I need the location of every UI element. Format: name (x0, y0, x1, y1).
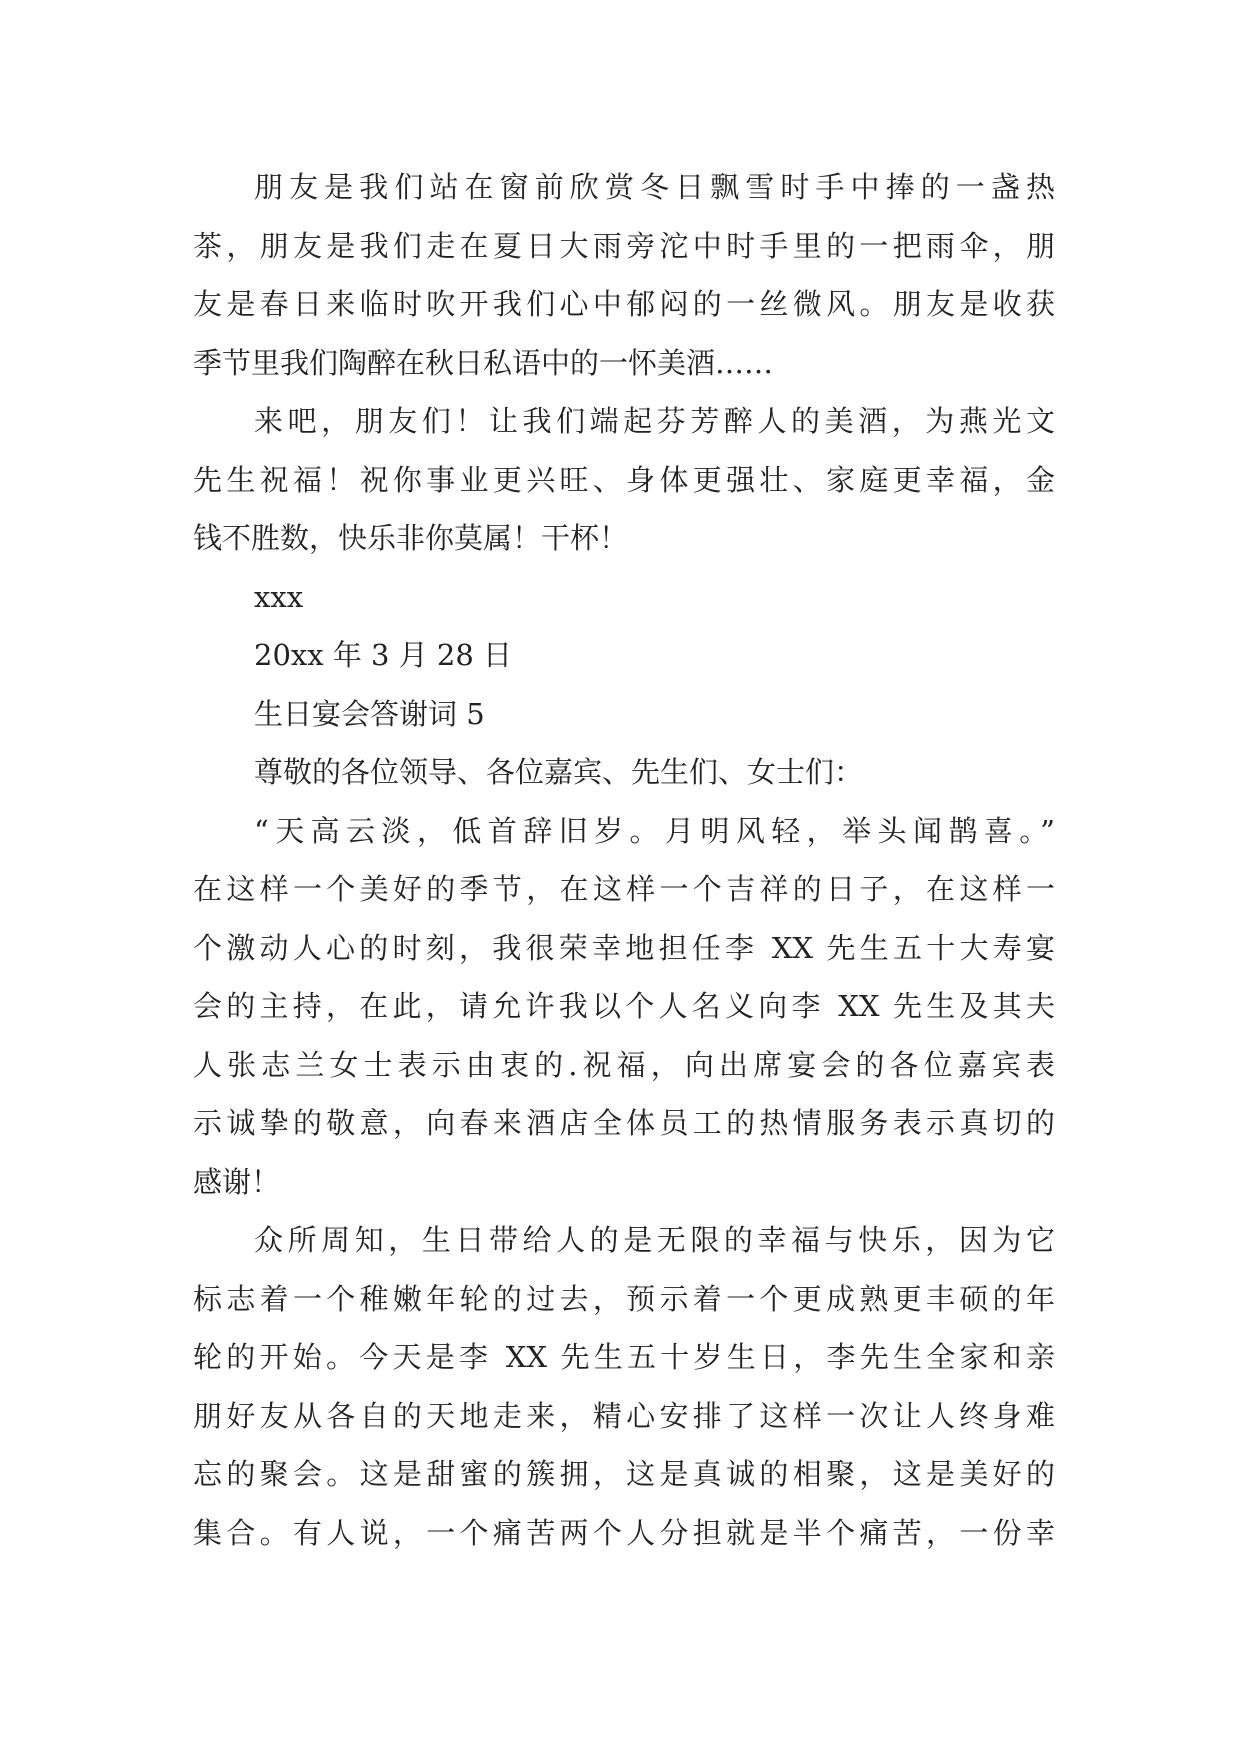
paragraph-line: 在这样一个美好的季节，在这样一个吉祥的日子，在这样一 (193, 872, 1055, 906)
salutation: 尊敬的各位领导、各位嘉宾、先生们、女士们： (254, 755, 864, 789)
paragraph-line: 先生祝福！祝你事业更兴旺、身体更强壮、家庭更幸福，金 (193, 462, 1055, 497)
paragraph-line: 众所周知，生日带给人的是无限的幸福与快乐，因为它 (254, 1223, 1055, 1257)
paragraph-line: 忘的聚会。这是甜蜜的簇拥，这是真诚的相聚，这是美好的 (193, 1457, 1055, 1491)
paragraph-line: 标志着一个稚嫩年轮的过去，预示着一个更成熟更丰硕的年 (193, 1281, 1055, 1316)
paragraph-line: “天高云淡，低首辞旧岁。月明风轻，举头闻鹊喜。” (254, 813, 1055, 848)
paragraph-line: 茶，朋友是我们走在夏日大雨旁沱中时手里的一把雨伞，朋 (193, 228, 1055, 263)
document-body (193, 158, 1055, 1562)
signature: xxx (254, 579, 304, 614)
paragraph-line: 朋友是我们站在窗前欣赏冬日飘雪时手中捧的一盏热 (254, 170, 1055, 204)
date-line: 20xx 年 3 月 28 日 (254, 638, 513, 672)
paragraph-line: 轮的开始。今天是李 XX 先生五十岁生日，李先生全家和亲 (193, 1340, 1055, 1374)
paragraph-line: 示诚挚的敬意，向春来酒店全体员工的热情服务表示真切的 (193, 1106, 1055, 1140)
section-heading: 生日宴会答谢词 5 (254, 696, 485, 731)
paragraph-line: 会的主持，在此，请允许我以个人名义向李 XX 先生及其夫 (193, 989, 1055, 1023)
paragraph-line: 人张志兰女士表示由衷的.祝福，向出席宴会的各位嘉宾表 (193, 1047, 1055, 1082)
paragraph-line: 友是春日来临时吹开我们心中郁闷的一丝微风。朋友是收获 (193, 287, 1055, 321)
paragraph-line: 钱不胜数，快乐非你莫属！干杯！ (193, 521, 629, 555)
paragraph-line: 集合。有人说，一个痛苦两个人分担就是半个痛苦，一份幸 (193, 1515, 1055, 1550)
paragraph-line: 个激动人心的时刻，我很荣幸地担任李 XX 先生五十大寿宴 (193, 930, 1055, 965)
paragraph-line: 季节里我们陶醉在秋日私语中的一怀美酒…… (193, 345, 774, 380)
paragraph-line: 来吧，朋友们！让我们端起芬芳醉人的美酒，为燕光文 (254, 404, 1055, 438)
paragraph-line: 感谢！ (193, 1164, 281, 1199)
paragraph-line: 朋好友从各自的天地走来，精心安排了这样一次让人终身难 (193, 1398, 1055, 1433)
